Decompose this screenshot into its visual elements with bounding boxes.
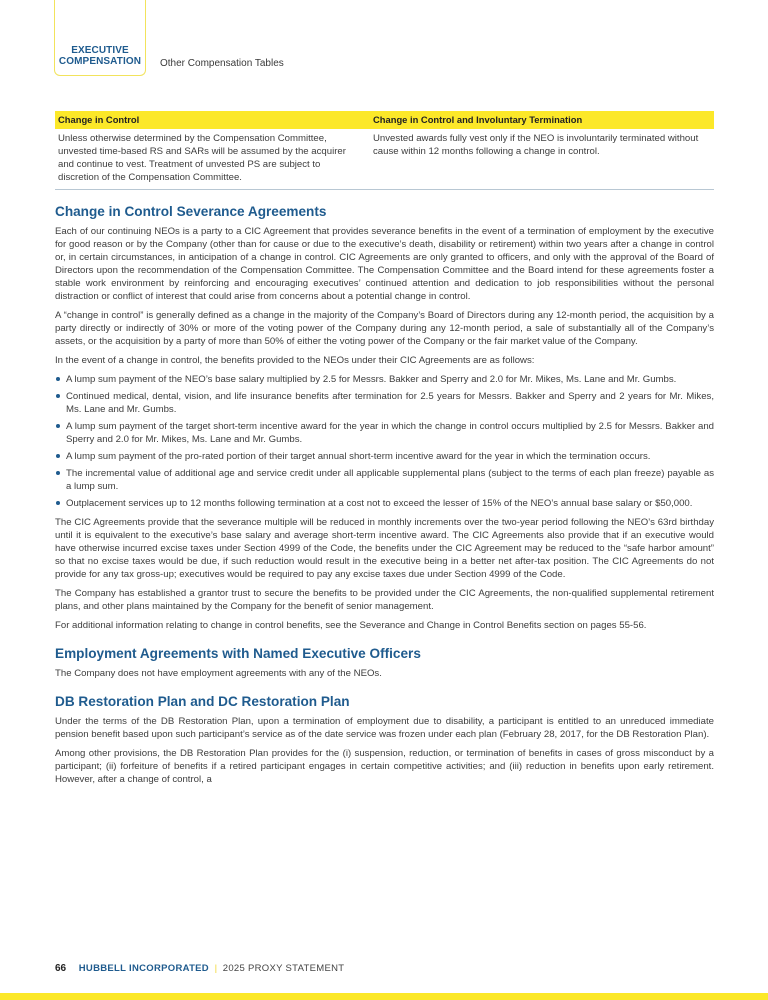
paragraph: For additional information relating to change in control benefits, see the Severance and Change in Control Benefits section on pages 55-56. [55,620,647,631]
list-item [55,373,714,386]
section-tab-line1: EXECUTIVE [71,45,129,56]
column-header-change-in-control: Change in Control [55,111,370,129]
bullet-icon [56,394,60,398]
section-tab-label [54,45,146,67]
bullet-icon [56,501,60,505]
heading-restoration-plans: DB Restoration Plan and DC Restoration Plan [55,694,350,709]
table-cell: Unless otherwise determined by the Compensation Committee, unvested time-based RS and SARs will be assumed by the acquirer and continue to vest. Treatment of unvested PS are subject to discretion of the Compensation Committee. [55,129,370,190]
section-tab-line2: COMPENSATION [58,56,142,67]
bullet-icon [56,424,60,428]
paragraph: A “change in control” is generally defined as a change in the majority of the Company’s Board of Directors during any 12-month period, the acquisition by a party directly or indirectly of 30% or more of the voting power of the Company during any 12-month period, a sale of substantially all of the Company’s assets, or the acquisition by a party of more than 50% of either the voting power of the Company or the fair market value of the Company. [55,310,714,347]
paragraph: Each of our continuing NEOs is a party to a CIC Agreement that provides severance benefits in the event of a termination of employment by the executive for good reason or by the Company (other than for cause or due to the executive’s death, disability or retirement) within two years after a change in control or, in certain circumstances, in anticipation of a change in control. CIC Agreements are only granted to officers, and only with the approval of the Board of Directors upon the recommendation of the Compensation Committee. The Compensation Committee and the Board intend for these agreements foster a stable work environment by reinforcing and encouraging executives’ continued attention and dedication to job responsibilities without the personal distraction or conflict of interest that could arise from concerns about a potential change in control. [55,226,714,302]
page-content [55,111,714,792]
paragraph: Under the terms of the DB Restoration Plan, upon a termination of employment due to disability, a participant is entitled to an unreduced immediate pension benefit based upon such participant’s service as of the date service was frozen under each plan (February 28, 2017, for the DB Restoration Plan). [55,716,714,740]
list-item-text: Outplacement services up to 12 months following termination at a cost not to exceed the lesser of 15% of the NEO’s annual base salary or $50,000. [66,498,693,509]
table-row [55,129,714,190]
list-item-text: A lump sum payment of the NEO’s base salary multiplied by 2.5 for Messrs. Bakker and Sperry and 2.0 for Mr. Mikes, Ms. Lane and Mr. Gumbs. [66,374,677,385]
list-item-text: The incremental value of additional age and service credit under all applicable supplemental plans (subject to the terms of each plan freeze) payable as a lump sum. [66,468,714,492]
list-item [55,467,714,493]
footer-company-name: HUBBELL INCORPORATED [78,963,209,974]
bullet-icon [56,377,60,381]
cic-treatment-table [55,111,714,190]
heading-cic-severance: Change in Control Severance Agreements [55,204,327,219]
paragraph: The Company does not have employment agreements with any of the NEOs. [55,668,382,679]
bullet-icon [56,471,60,475]
table-cell: Unvested awards fully vest only if the NEO is involuntarily terminated without cause within 12 months following a change in control. [370,129,714,190]
paragraph: Among other provisions, the DB Restoration Plan provides for the (i) suspension, reduction, or termination of benefits in cases of gross misconduct by a participant; (ii) forfeiture of benefits if a retired participant engages in certain competitive activities; and (iii) reduction in benefits upon early retirement. However, after a change of control, a [55,748,714,785]
table-header-row [55,111,714,129]
page-number: 66 [55,963,67,974]
bullet-icon [56,454,60,458]
list-item [55,420,714,446]
paragraph: In the event of a change in control, the benefits provided to the NEOs under their CIC Agreements are as follows: [55,355,535,366]
footer-separator: | [214,963,218,974]
column-header-cic-involuntary-termination: Change in Control and Involuntary Termination [370,111,714,129]
list-item-text: A lump sum payment of the target short-term incentive award for the year in which the change in control occurs multiplied by 2.5 for Messrs. Bakker and Sperry and 2.0 for Mr. Mikes, Ms. Lane and Mr. Gumbs. [66,421,714,445]
footer-document-title: 2025 PROXY STATEMENT [222,963,345,974]
bottom-accent-bar [0,993,768,1000]
subsection-title: Other Compensation Tables [160,58,284,69]
list-item [55,390,714,416]
list-item [55,450,714,463]
benefits-list [55,373,714,510]
list-item-text: A lump sum payment of the pro-rated portion of their target annual short-term incentive award for the year in which the termination occurs. [66,451,651,462]
paragraph: The CIC Agreements provide that the severance multiple will be reduced in monthly increments over the two-year period following the NEO’s 63rd birthday until it is equivalent to the executive’s base salary and average short-term incentive award. The CIC Agreements also provide that if an executive would have otherwise incurred excise taxes under Section 4999 of the Code, the benefits under the CIC Agreement may be reduced to the “safe harbor amount” so that no excise taxes would be due, if such reduction would result in the executive being in a better net after-tax position. The CIC Agreements do not provide for any tax gross-up; executives would be required to pay any excise taxes due under Section 4999 of the Code. [55,517,714,580]
paragraph: The Company has established a grantor trust to secure the benefits to be provided under the CIC Agreements, the non-qualified supplemental retirement plans, and other plans maintained by the Company for the benefit of senior management. [55,588,714,612]
heading-employment-agreements: Employment Agreements with Named Executive Officers [55,646,421,661]
list-item-text: Continued medical, dental, vision, and life insurance benefits after termination for 2.5 years for Messrs. Bakker and Sperry and 2 years for Mr. Mikes, Ms. Lane and Mr. Gumbs. [66,391,714,415]
list-item [55,497,714,510]
page-footer [55,963,344,974]
